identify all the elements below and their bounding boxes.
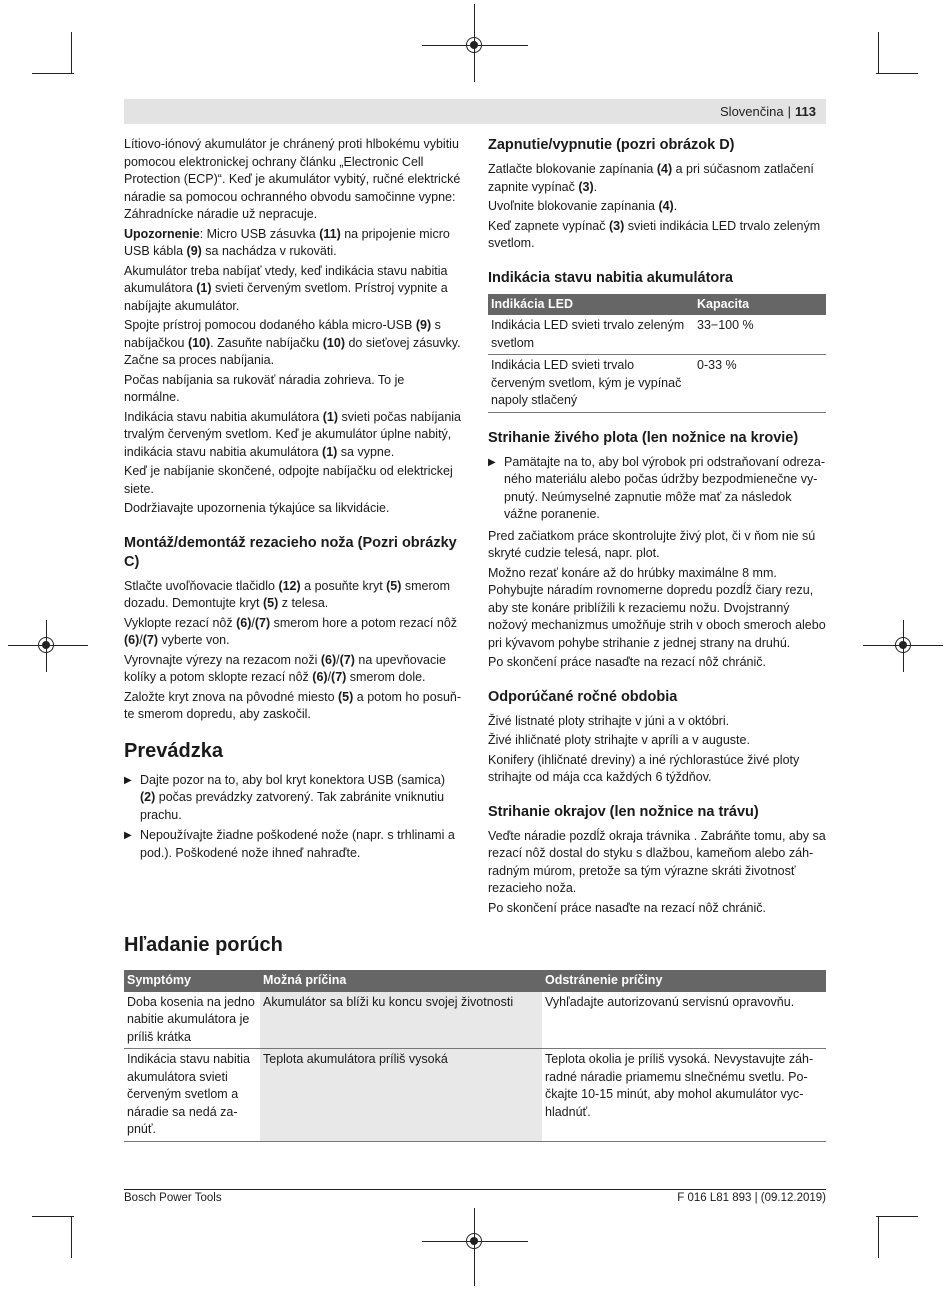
paragraph: Vyklopte rezací nôž (6)/(7) smerom hore a potom rezací nôž (6)/(7) vyberte von. (124, 615, 458, 647)
table-row (124, 1049, 826, 1142)
crop-mark (878, 1216, 879, 1258)
warning-list (124, 772, 462, 863)
section-title-operation: Prevádzka (124, 739, 223, 762)
paragraph: Pred začiatkom práce skontrolujte živý plot, či v ňom nie sú skryté cudzie telesá, napr. plot. (488, 528, 816, 560)
paragraph: Založte kryt znova na pôvodné miesto (5) a potom ho posuňte smerom dopredu, aby zaskočil. (124, 689, 462, 721)
section-heading-edging: Strihanie okrajov (len nožnice na trávu) (488, 803, 759, 820)
crop-mark (876, 73, 918, 74)
registration-mark-icon (466, 37, 482, 53)
table-cell: 33−100 % (694, 315, 826, 355)
table-cell: Doba kosenia na jedno nabitie akumulátora je príliš krátka (124, 992, 260, 1049)
list-item: ▶ Dajte pozor na to, aby bol kryt konektora USB (samica) (2) počas prevádzky zatvorený. Tak zabránite vniknutiu prachu. (124, 772, 462, 825)
right-column (488, 136, 826, 919)
paragraph: Vyrovnajte výrezy na rezacom noži (6)/(7) na upevňovacie kolíky a potom sklopte rezací nôž (6)/(7) smerom dole. (124, 652, 446, 684)
paragraph: Dodržiavajte upozornenia týkajúce sa likvidácie. (124, 501, 390, 515)
paragraph: Stlačte uvoľňovacie tlačidlo (12) a posuňte kryt (5) smerom dozadu. Demontujte kryt (5) z telesa. (124, 578, 451, 610)
paragraph: Počas nabíjania sa rukoväť náradia zohrieva. To je normálne. (124, 372, 405, 404)
footer-brand: Bosch Power Tools (124, 1192, 222, 1204)
warning-list (488, 454, 826, 524)
header-separator: | (787, 104, 792, 119)
header-language: Slovenčina (720, 104, 784, 119)
crop-mark (71, 32, 72, 74)
paragraph: Spojte prístroj pomocou dodaného kábla micro-USB (9) s nabíjačkou (10). Zasuňte nabíjačku (10) do sieťovej zásuvky. Začne sa proces nabíjania. (124, 318, 461, 367)
table-header-cell: Symptómy (124, 970, 260, 992)
section-heading-on-off: Zapnutie/vypnutie (pozri obrázok D) (488, 137, 735, 153)
crop-mark (876, 1216, 918, 1217)
paragraph: Akumulátor treba nabíjať vtedy, keď indikácia stavu nabitia akumulátora (1) svieti červeným svetlom. Prístroj vypnite a nabíjajte akumulátor. (124, 263, 448, 313)
table-cell: Indikácia LED svieti trvalo červeným svetlom, kým je vypínač napoly stlačený (488, 355, 694, 413)
table-header-cell: Odstránenie príčiny (542, 970, 826, 992)
paragraph: Uvoľnite blokovanie zapínania (4). (488, 199, 678, 213)
list-item: ▶ Nepoužívajte žiadne poškodené nože (napr. s trhlinami a pod.). Poškodené nože ihneď nahraďte. (124, 827, 462, 862)
table-header-row (124, 970, 826, 992)
section-heading-seasons: Odporúčané ročné obdobia (488, 688, 678, 705)
paragraph: Keď je nabíjanie skončené, odpojte nabíjačku od elektrickej siete. (124, 464, 453, 496)
paragraph: Veďte náradie pozdĺž okraja trávnika . Zabráňte tomu, aby sa rezací nôž dostal do styku s dlažbou, kameňom alebo záhradným múrom, pretože sa tým výrazne skráti životnosť rezacieho noža. (488, 828, 826, 895)
table-row (488, 315, 826, 355)
table-cell: Teplota okolia je príliš vysoká. Nevystavujte záhradné náradie priamemu slnečnému svetlu. Počkajte 10-15 minút, aby mohol akumulátor vychladnúť. (542, 1049, 826, 1142)
crop-mark (32, 73, 74, 74)
paragraph: Zatlačte blokovanie zapínania (4) a pri súčasnom zatlačení zapnite vypínač (3). (488, 162, 814, 194)
crop-mark (878, 32, 879, 74)
table-cell: Indikácia LED svieti trvalo zeleným svetlom (488, 315, 694, 355)
table-header-cell: Možná príčina (260, 970, 542, 992)
footer-doc-number: F 016 L81 893 | (09.12.2019) (677, 1192, 826, 1204)
paragraph: Živé listnaté ploty strihajte v júni a v októbri. (488, 713, 730, 728)
section-title-troubleshooting: Hľadanie porúch (124, 934, 283, 956)
paragraph: Keď zapnete vypínač (3) svieti indikácia LED trvalo zeleným svetlom. (488, 218, 821, 250)
registration-mark-icon (895, 637, 911, 653)
table-cell: Indikácia stavu nabitia akumulátora svieti červeným svetlom a náradie sa nedá zapnúť. (124, 1049, 260, 1142)
table-header-cell: Indikácia LED (488, 294, 694, 316)
page-number: 113 (795, 104, 816, 119)
table-row (124, 992, 826, 1049)
header-text (720, 104, 816, 119)
paragraph: Možno rezať konáre až do hrúbky maximálne 8 mm. Pohybujte náradím rovnomerne dopredu pozdĺž čiary rezu, aby ste konáre priblížili k rezaciemu nožu. Dvojstranný nožový mechanizmus umožňuje strih v oboch smeroch alebo pri kývavom pohybe strihanie z jednej strany na druhú. (488, 565, 826, 650)
table-header-cell: Kapacita (694, 294, 826, 316)
paragraph: Konifery (ihličnaté dreviny) a iné rýchlorastúce živé ploty strihajte od mája cca každých 6 týždňov. (488, 752, 800, 784)
table-header-row (488, 294, 826, 316)
table-cell: 0-33 % (694, 355, 826, 413)
page-header (124, 99, 826, 124)
table-cell: Akumulátor sa blíži ku koncu svojej životnosti (260, 992, 542, 1049)
footer-rule (124, 1189, 826, 1190)
paragraph: Indikácia stavu nabitia akumulátora (1) svieti počas nabíjania trvalým červeným svetlom. Keď je akumulátor úplne nabitý, indikácia stavu nabitia akumulátora (1) sa vypne. (124, 409, 462, 459)
paragraph: Po skončení práce nasaďte na rezací nôž chránič. (488, 900, 766, 915)
registration-mark-icon (38, 637, 54, 653)
led-indicator-table (488, 294, 826, 413)
crop-mark (32, 1216, 74, 1217)
left-column (124, 136, 462, 866)
paragraph: Upozornenie: Micro USB zásuvka (11) na pripojenie micro USB kábla (9) sa nachádza v rukoväti. (124, 226, 450, 258)
paragraph: Živé ihličnaté ploty strihajte v apríli a v auguste. (488, 733, 750, 747)
crop-mark (71, 1216, 72, 1258)
table-row (488, 355, 826, 413)
troubleshooting-table (124, 970, 826, 1142)
paragraph: Po skončení práce nasaďte na rezací nôž chránič. (488, 655, 766, 669)
section-heading-shrub: Strihanie živého plota (len nožnice na krovie) (488, 429, 799, 446)
section-heading-battery: Indikácia stavu nabitia akumulátora (488, 269, 733, 286)
registration-mark-icon (466, 1233, 482, 1249)
paragraph: Lítiovo-iónový akumulátor je chránený proti hlbokému vybitiu pomocou elektronickej ochrany článku „Electronic Cell Protection (ECP)“. Keď je akumulátor vybitý, ručné elektrické náradie sa pomocou ochranného obvodu samočinne vypne: Záhradnícke náradie už nepracuje. (124, 137, 461, 221)
table-cell: Vyhľadajte autorizovanú servisnú opravovňu. (542, 992, 826, 1049)
table-cell: Teplota akumulátora príliš vysoká (260, 1049, 542, 1142)
section-heading-mounting: Montáž/demontáž rezacieho noža (Pozri obrázky C) (124, 534, 457, 570)
list-item: ▶ Pamätajte na to, aby bol výrobok pri odstraňovaní odrezaného materiálu alebo počas údržby bezpodmienečne vypnutý. Neúmyselné zapnutie môže mať za následok vážne poranenie. (488, 454, 826, 524)
